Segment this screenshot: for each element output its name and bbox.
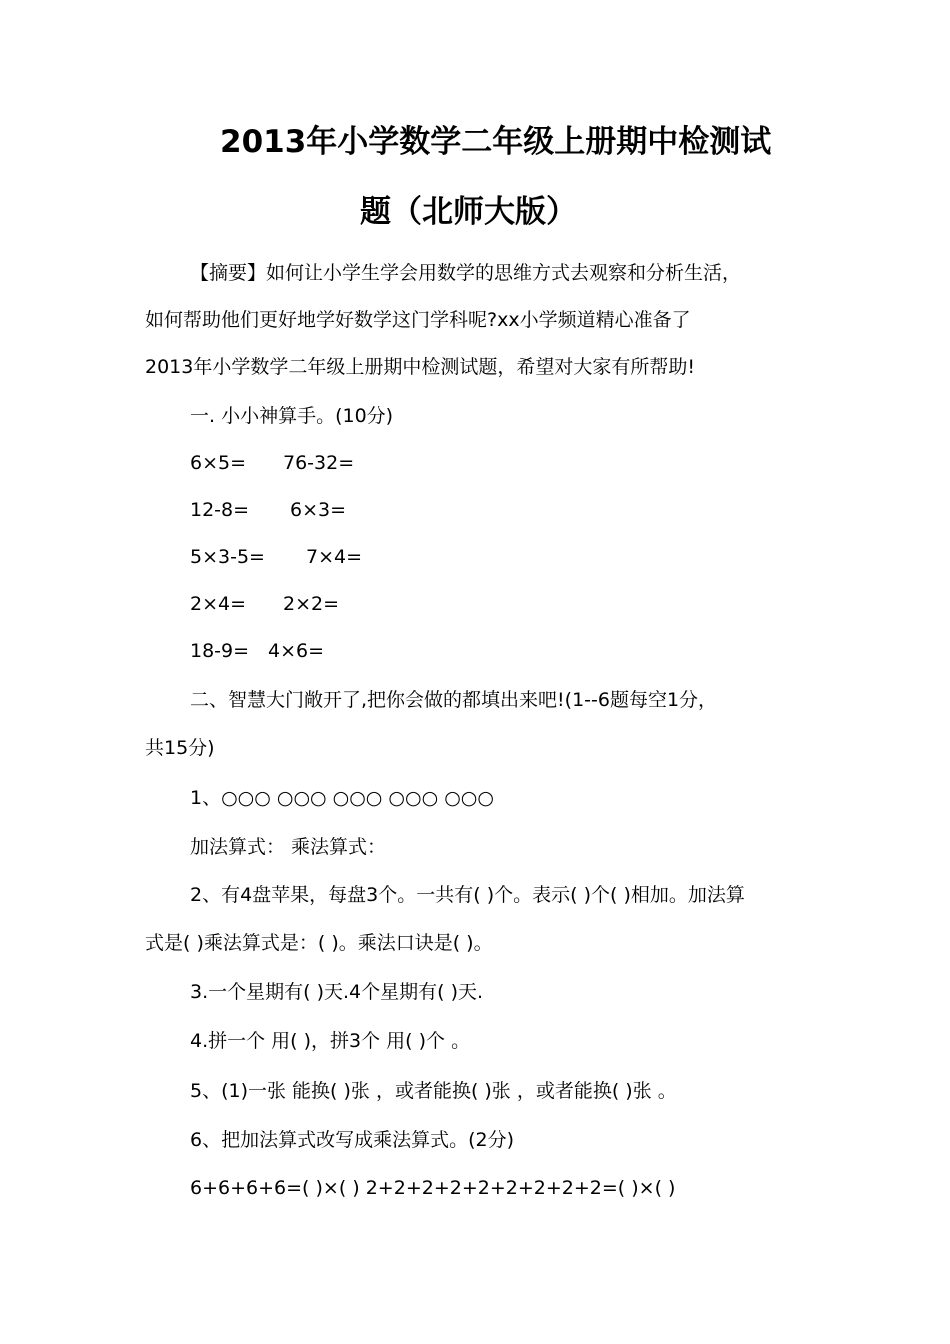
calc-row-5-left: 18-9= xyxy=(190,640,250,662)
calc-row-1-right: 76-32= xyxy=(283,452,355,474)
calc-row-2-left: 12-8= xyxy=(190,499,250,521)
abstract-line-2: 如何帮助他们更好地学好数学这门学科呢?xx小学频道精心准备了 xyxy=(145,309,691,331)
question-1-sub: 加法算式： 乘法算式： xyxy=(190,836,387,858)
section-2-heading-line-1: 二、智慧大门敞开了,把你会做的都填出来吧!(1--6题每空1分， xyxy=(190,689,718,711)
document-title-line-2: 题（北师大版） xyxy=(360,194,577,230)
question-4: 4.拼一个 用( )，拼3个 用( )个 。 xyxy=(190,1030,471,1052)
calc-row-2-right: 6×3= xyxy=(290,499,347,521)
abstract-line-3: 2013年小学数学二年级上册期中检测试题，希望对大家有所帮助! xyxy=(145,356,695,378)
document-title-line-1: 2013年小学数学二年级上册期中检测试 xyxy=(220,124,772,160)
calc-row-1-left: 6×5= xyxy=(190,452,247,474)
question-1: 1、○○○ ○○○ ○○○ ○○○ ○○○ xyxy=(190,787,494,809)
question-2-line-2: 式是( )乘法算式是：( )。乘法口诀是( )。 xyxy=(145,932,493,954)
calc-row-3-right: 7×4= xyxy=(306,546,363,568)
section-2-heading-line-2: 共15分) xyxy=(145,737,215,759)
abstract-line-1: 【摘要】如何让小学生学会用数学的思维方式去观察和分析生活， xyxy=(190,262,742,284)
section-1-heading: 一. 小小神算手。(10分) xyxy=(190,405,394,427)
calc-row-3-left: 5×3-5= xyxy=(190,546,265,568)
question-5: 5、(1)一张 能换( )张 ，或者能换( )张 ，或者能换( )张 。 xyxy=(190,1080,677,1102)
calc-row-4-right: 2×2= xyxy=(283,593,340,615)
question-2-line-1: 2、有4盘苹果，每盘3个。一共有( )个。表示( )个( )相加。加法算 xyxy=(190,884,745,906)
calc-row-4-left: 2×4= xyxy=(190,593,247,615)
question-6-equations: 6+6+6+6=( )×( ) 2+2+2+2+2+2+2+2+2=( )×( ) xyxy=(190,1177,676,1199)
calc-row-5-right: 4×6= xyxy=(268,640,325,662)
question-3: 3.一个星期有( )天.4个星期有( )天. xyxy=(190,981,484,1003)
question-6: 6、把加法算式改写成乘法算式。(2分) xyxy=(190,1129,515,1151)
